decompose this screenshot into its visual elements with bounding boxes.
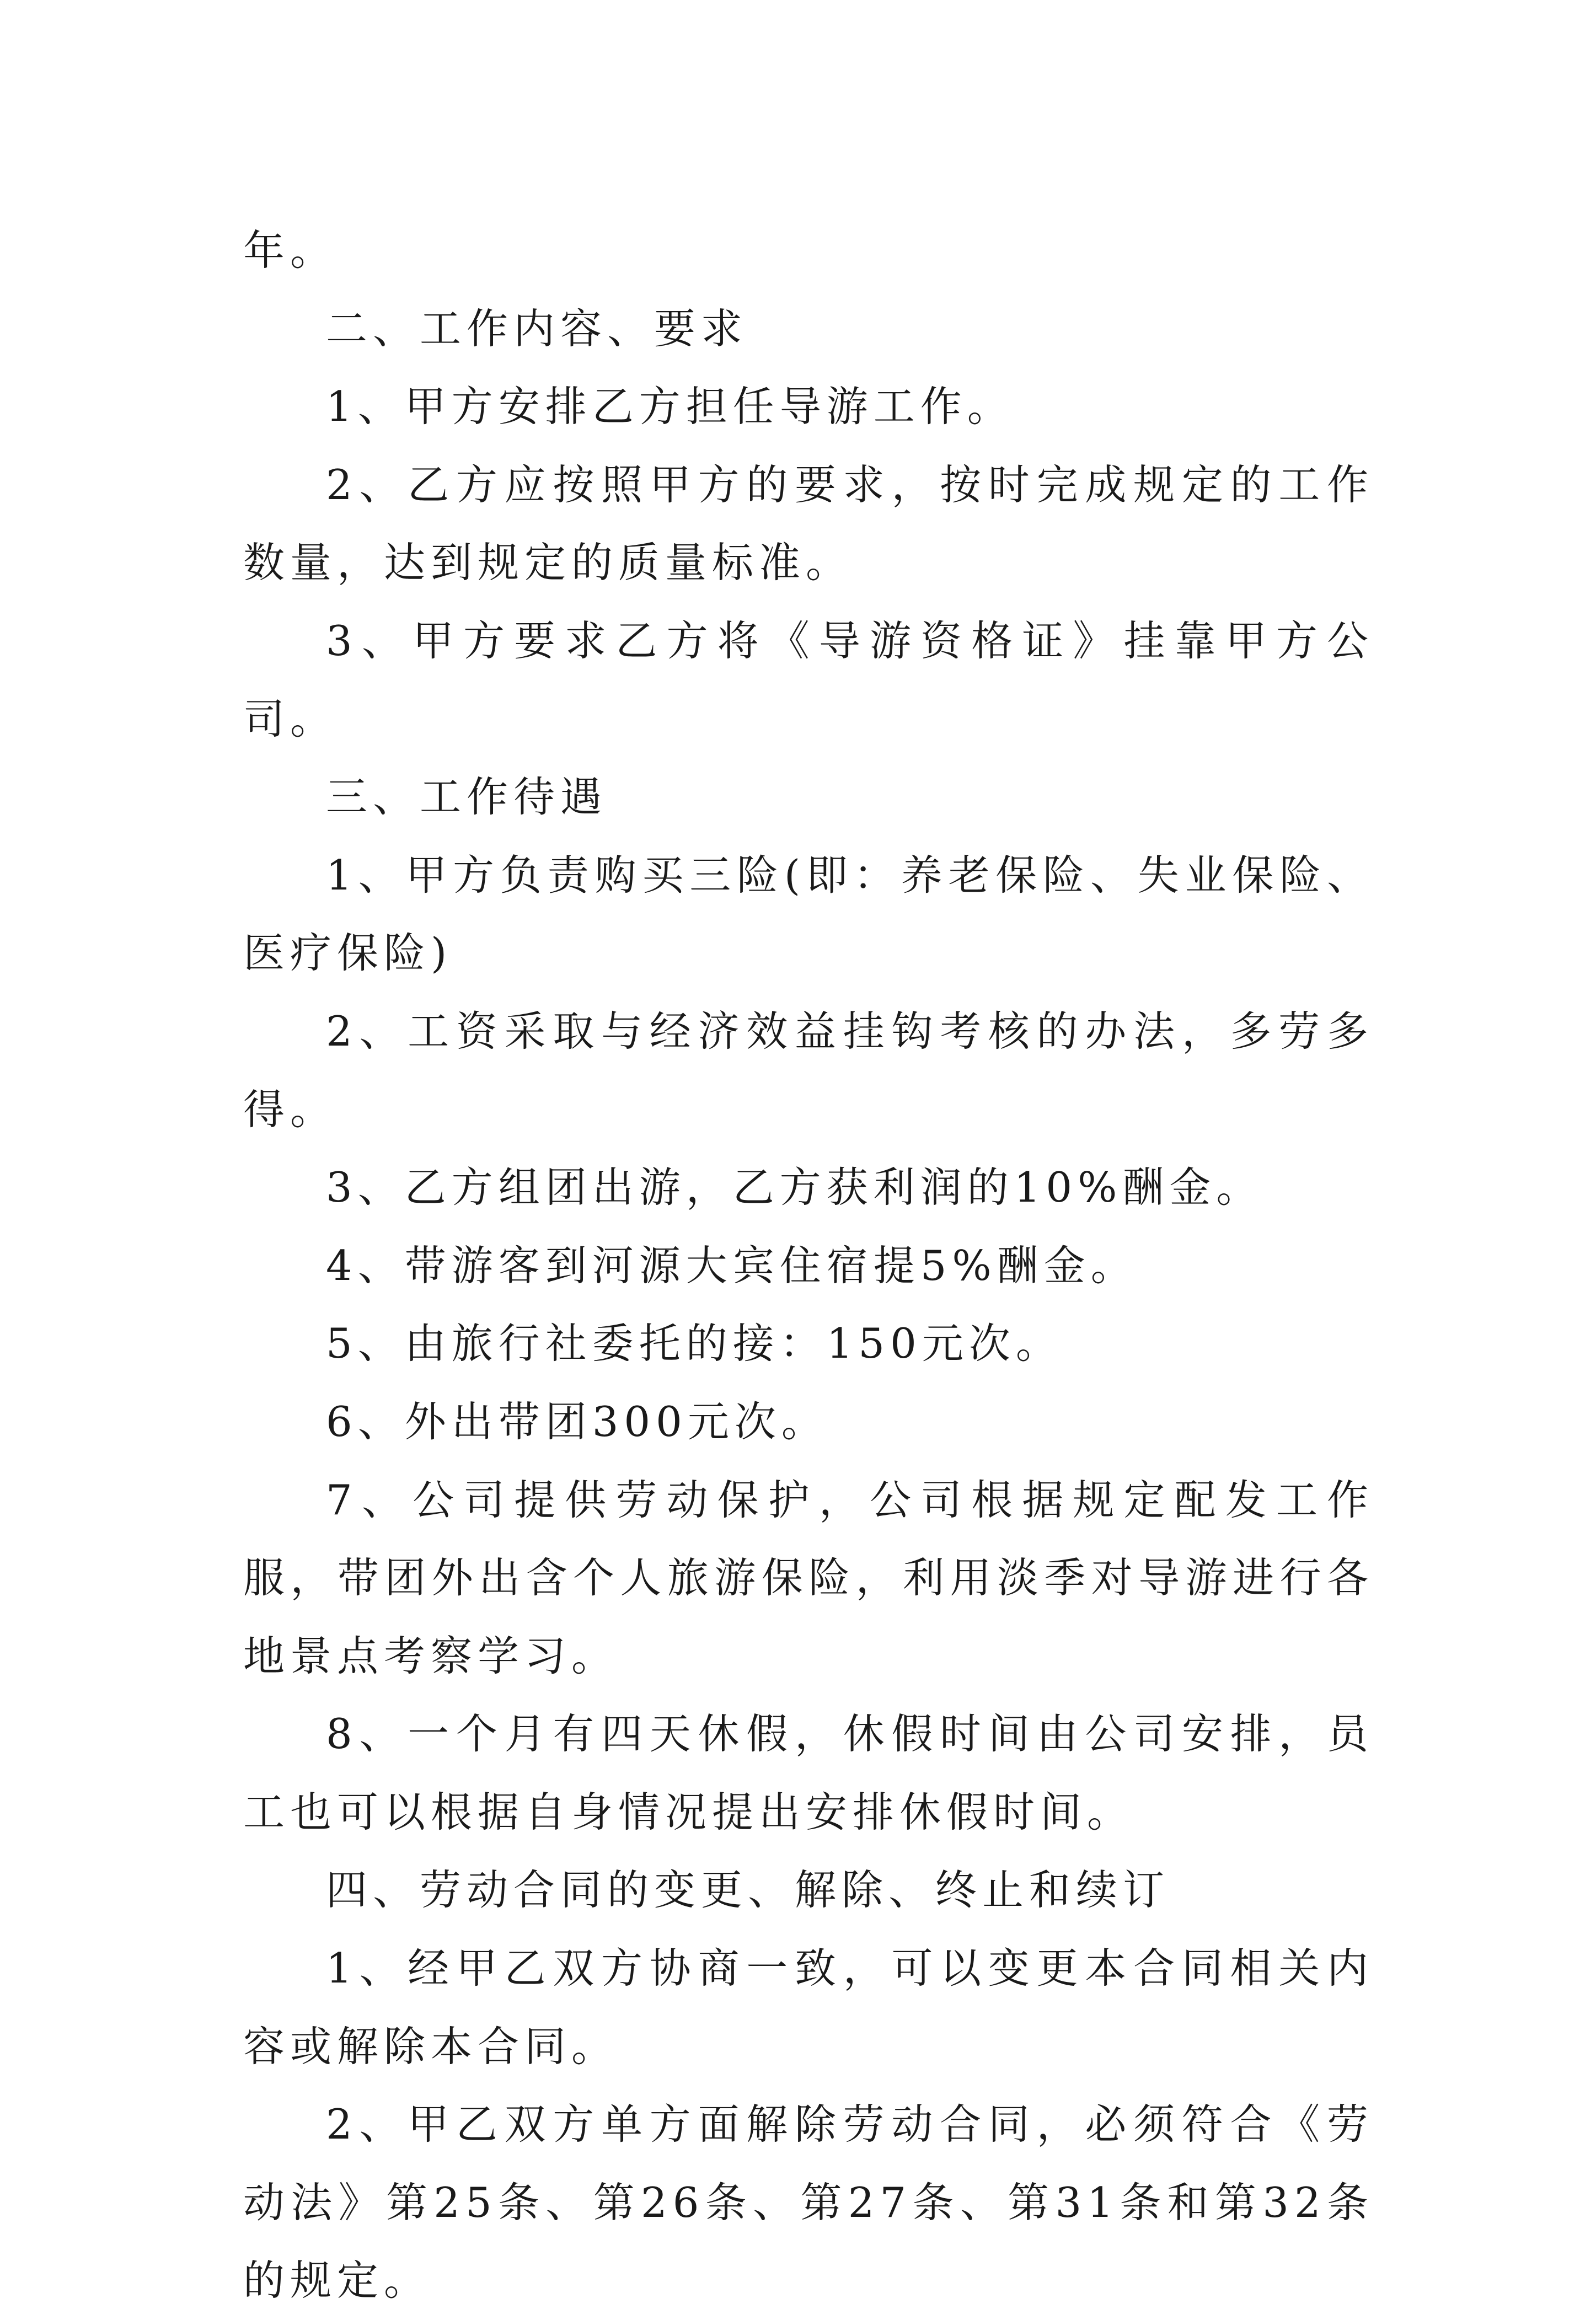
clause-2-1: 1、甲方安排乙方担任导游工作。 [326, 382, 1014, 431]
section-heading-work-content: 二、工作内容、要求 [326, 304, 748, 353]
document-body [243, 212, 1374, 2320]
clause-3-2: 2、工资采取与经济效益挂钩考核的办法，多劳多得。 [243, 1006, 1374, 1134]
clause-3-3: 3、乙方组团出游，乙方获利润的10%酬金。 [326, 1163, 1263, 1212]
clause-3-4: 4、带游客到河源大宾住宿提5%酬金。 [326, 1241, 1138, 1290]
clause-4-1: 1、经甲乙双方协商一致，可以变更本合同相关内容或解除本合同。 [243, 1944, 1374, 2071]
clause-3-1: 1、甲方负责购买三险(即：养老保险、失业保险、医疗保险) [243, 850, 1374, 978]
clause-3-7: 7、公司提供劳动保护，公司根据规定配发工作服，带团外出含个人旅游保险，利用淡季对导游进行各地景点考察学习。 [243, 1475, 1374, 1680]
section-heading-work-benefits: 三、工作待遇 [326, 773, 608, 822]
clause-4-2: 2、甲乙双方单方面解除劳动合同，必须符合《劳动法》第25条、第26条、第27条、第31条和第32条的规定。 [243, 2100, 1374, 2305]
clause-2-2: 2、乙方应按照甲方的要求，按时完成规定的工作数量，达到规定的质量标准。 [243, 460, 1374, 587]
clause-2-3: 3、甲方要求乙方将《导游资格证》挂靠甲方公司。 [243, 616, 1374, 743]
clause-3-8: 8、一个月有四天休假，休假时间由公司安排，员工也可以根据自身情况提出安排休假时间。 [243, 1710, 1374, 1836]
clause-3-5: 5、由旅行社委托的接：150元次。 [326, 1319, 1063, 1368]
clause-3-6: 6、外出带团300元次。 [326, 1397, 828, 1446]
section-heading-contract-changes: 四、劳动合同的变更、解除、终止和续订 [326, 1866, 1170, 1915]
paragraph-continuation: 年。 [243, 226, 338, 275]
